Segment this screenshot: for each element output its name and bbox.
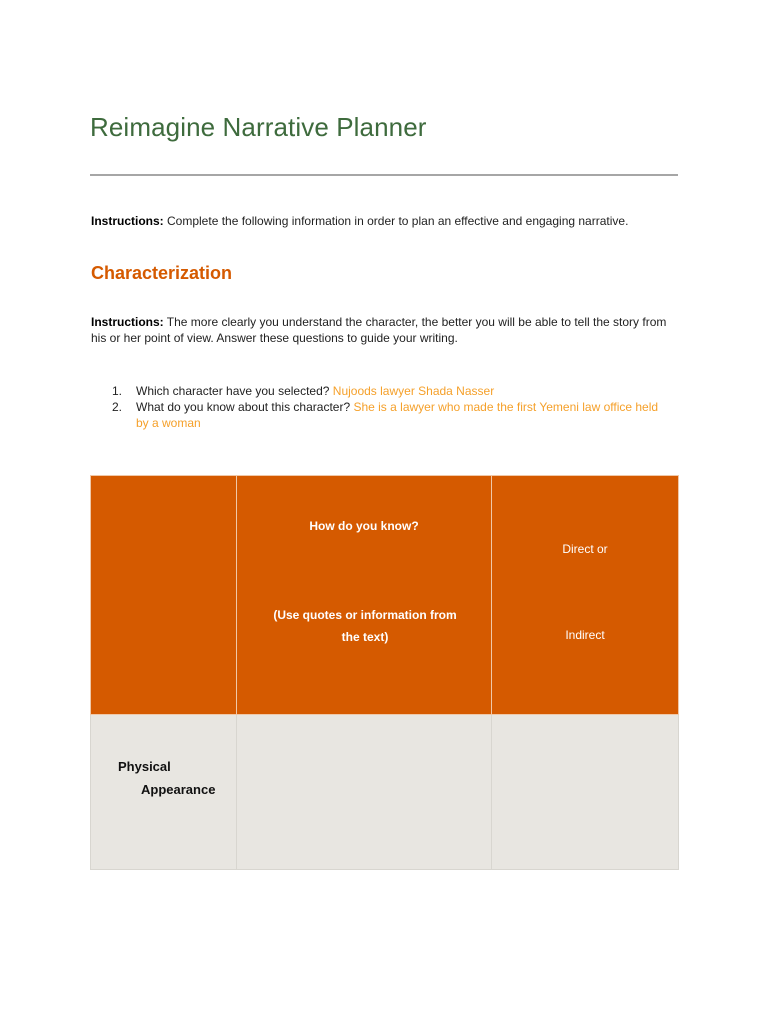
- answer-text: She is a lawyer who made the first Yemeni law office held by a woman: [136, 400, 659, 430]
- direct-indirect-input-cell[interactable]: [492, 715, 679, 870]
- table-row: [91, 715, 679, 870]
- intro-instructions: [91, 213, 671, 229]
- list-item: [108, 399, 668, 431]
- answer-text: Nujoods lawyer Shada Nasser: [332, 384, 495, 398]
- section-instructions-label: Instructions:: [91, 315, 164, 329]
- row-label-appearance: Appearance: [141, 782, 216, 797]
- header-use-quotes: (Use quotes or information from the text): [273, 608, 457, 644]
- list-item-number: 2.: [112, 400, 123, 414]
- header-cell-direct-indirect: [492, 476, 679, 715]
- intro-instructions-text: Complete the following information in order to plan an effective and engaging narrative.: [163, 214, 629, 228]
- question-list: [108, 383, 668, 431]
- characterization-table: [90, 475, 679, 870]
- row-label-physical: Physical: [118, 759, 171, 774]
- intro-instructions-label: Instructions:: [91, 214, 164, 228]
- header-cell-empty: [91, 476, 237, 715]
- header-indirect: Indirect: [565, 628, 605, 642]
- list-item-number: 1.: [112, 384, 123, 398]
- header-cell-how-do-you-know: [237, 476, 492, 715]
- header-how-do-you-know: How do you know?: [309, 519, 419, 533]
- question-text: Which character have you selected?: [136, 384, 333, 398]
- evidence-input-cell[interactable]: [237, 715, 492, 870]
- page-title: Reimagine Narrative Planner: [90, 112, 427, 142]
- header-direct-or: Direct or: [562, 542, 608, 556]
- title-divider: [90, 174, 678, 176]
- section-instructions: [91, 314, 671, 346]
- section-instructions-text: The more clearly you understand the character, the better you will be able to tell the story from his or her point of view. Answer these questions to guide your writing.: [91, 315, 667, 345]
- row-label-cell: [91, 715, 237, 870]
- table-header-row: [91, 476, 679, 715]
- question-text: What do you know about this character?: [136, 400, 354, 414]
- section-heading: Characterization: [91, 263, 233, 283]
- list-item: [108, 383, 668, 399]
